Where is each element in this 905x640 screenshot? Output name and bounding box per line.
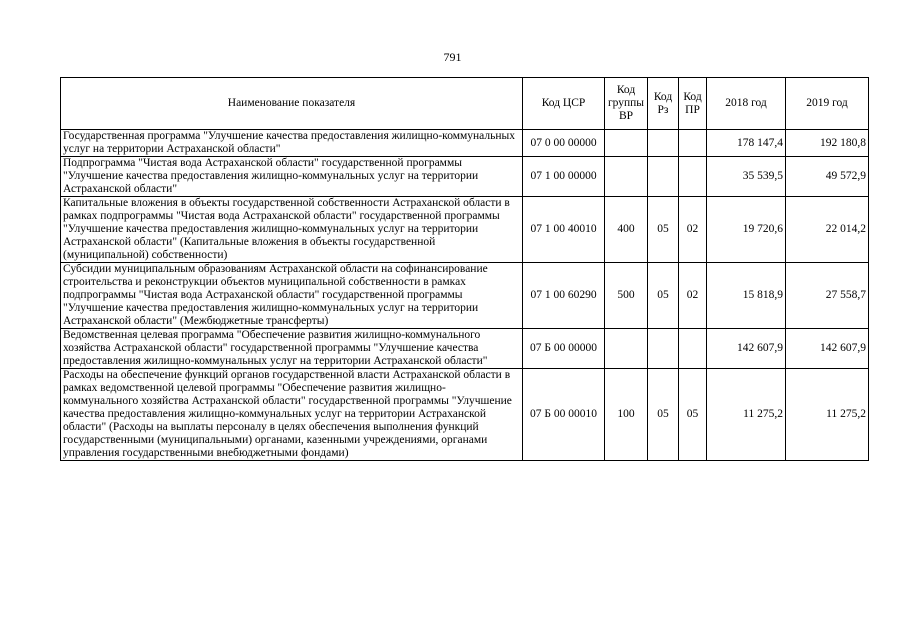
row-name: Субсидии муниципальным образованиям Астраханской области на софинансирование строительства и реконструкции объектов муниципальной собственности в рамках подпрограммы "Чистая вода Астраханской области" государственной программы "Улучшение качества предоставления жилищно-коммунальных услуг на территории Астраханской области" (Межбюджетные трансферты) [61,263,523,329]
header-2019: 2019 год [786,78,869,130]
row-2019: 192 180,8 [786,130,869,157]
row-vr: 500 [605,263,648,329]
row-csr: 07 1 00 60290 [523,263,605,329]
header-csr: Код ЦСР [523,78,605,130]
row-csr: 07 0 00 00000 [523,130,605,157]
row-csr: 07 Б 00 00010 [523,369,605,461]
row-csr: 07 1 00 40010 [523,197,605,263]
page-number: 791 [443,50,462,64]
row-pr: 05 [679,369,707,461]
row-2019: 11 275,2 [786,369,869,461]
row-name: Подпрограмма "Чистая вода Астраханской области" государственной программы "Улучшение качества предоставления жилищно-коммунальных услуг на территории Астраханской области" [61,157,523,197]
row-2018: 11 275,2 [707,369,786,461]
row-pr: 02 [679,263,707,329]
row-name: Расходы на обеспечение функций органов государственной власти Астраханской области в рамках ведомственной целевой программы "Обеспечение развития жилищно-коммунального хозяйства Астраханской области" государственной программы "Улучшение качества предоставления жилищно-коммунальных услуг на территории Астраханской области" (Расходы на выплаты персоналу в целях обеспечения выполнения функций государственными (муниципальными) органами, казенными учреждениями, органами управления государственными внебюджетными фондами) [61,369,523,461]
table-row [61,263,869,329]
row-2018: 35 539,5 [707,157,786,197]
table-row [61,369,869,461]
row-2018: 142 607,9 [707,329,786,369]
row-2019: 49 572,9 [786,157,869,197]
row-csr: 07 Б 00 00000 [523,329,605,369]
row-name: Ведомственная целевая программа "Обеспечение развития жилищно-коммунального хозяйства Астраханской области" государственной программы "Улучшение качества предоставления жилищно-коммунальных услуг на территории Астраханской области" [61,329,523,369]
row-vr [605,329,648,369]
header-rz: Код Рз [648,78,679,130]
row-vr: 100 [605,369,648,461]
row-2018: 19 720,6 [707,197,786,263]
row-2019: 27 558,7 [786,263,869,329]
row-rz: 05 [648,369,679,461]
row-pr [679,329,707,369]
row-vr [605,157,648,197]
row-rz [648,130,679,157]
row-csr: 07 1 00 00000 [523,157,605,197]
header-name: Наименование показателя [61,78,523,130]
row-vr: 400 [605,197,648,263]
row-2019: 22 014,2 [786,197,869,263]
header-2018: 2018 год [707,78,786,130]
table-row [61,329,869,369]
row-pr [679,130,707,157]
row-rz [648,157,679,197]
row-name: Капитальные вложения в объекты государственной собственности Астраханской области в рамках подпрограммы "Чистая вода Астраханской области" государственной программы "Улучшение качества предоставления жилищно-коммунальных услуг на территории Астраханской области" (Капитальные вложения в объекты государственной (муниципальной) собственности) [61,197,523,263]
row-2018: 178 147,4 [707,130,786,157]
row-vr [605,130,648,157]
budget-table [60,77,869,461]
table-row [61,197,869,263]
row-rz: 05 [648,263,679,329]
table-row [61,157,869,197]
row-2019: 142 607,9 [786,329,869,369]
row-pr: 02 [679,197,707,263]
row-pr [679,157,707,197]
header-pr: Код ПР [679,78,707,130]
row-rz [648,329,679,369]
header-vr: Код группы ВР [605,78,648,130]
row-2018: 15 818,9 [707,263,786,329]
table-row [61,130,869,157]
row-rz: 05 [648,197,679,263]
row-name: Государственная программа "Улучшение качества предоставления жилищно-коммунальных услуг на территории Астраханской области" [61,130,523,157]
table-header-row [61,78,869,130]
